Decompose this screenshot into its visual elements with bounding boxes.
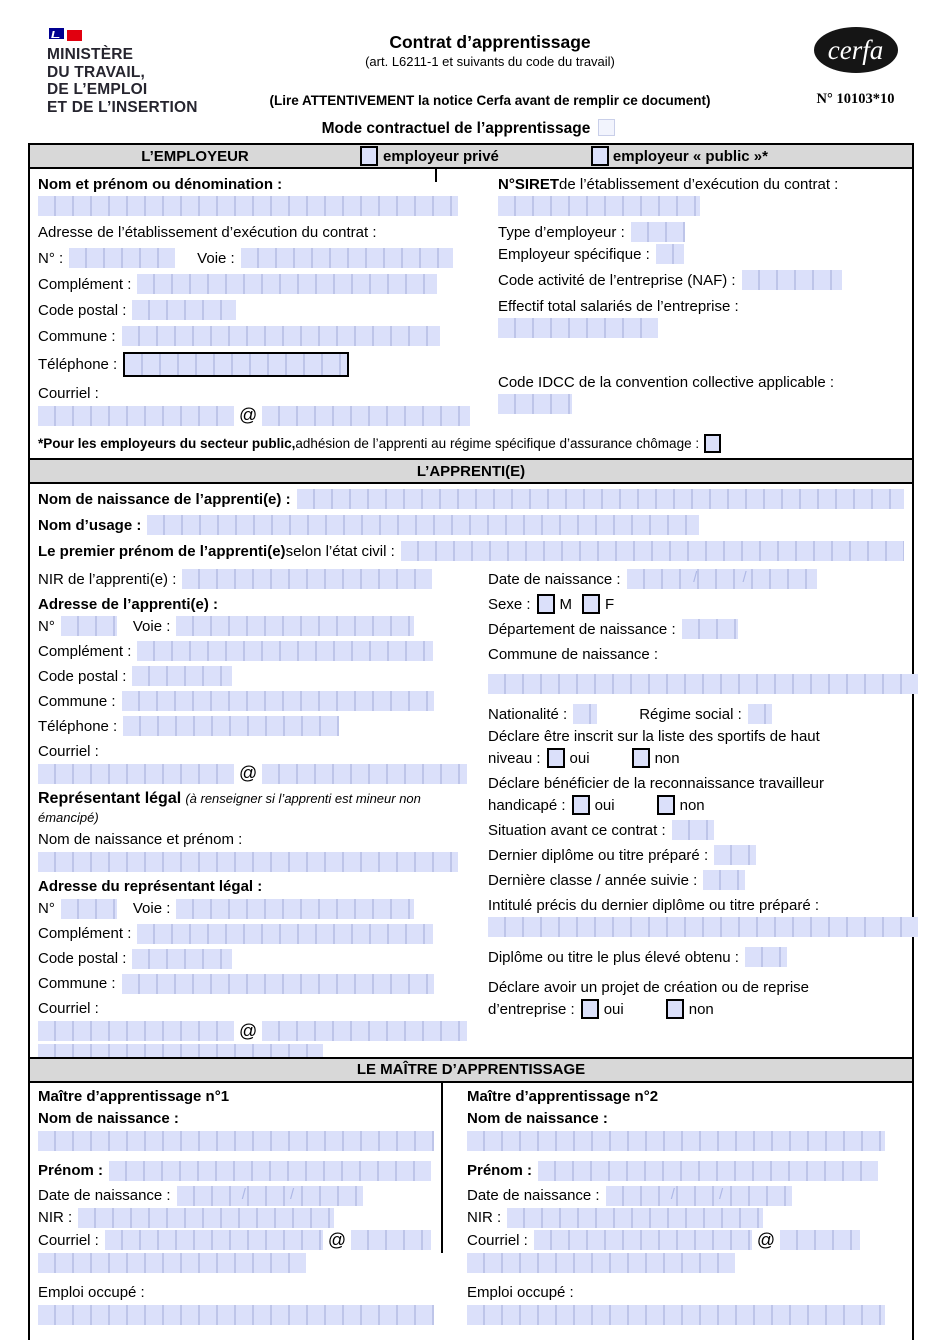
master2-email-local-field[interactable]	[534, 1230, 752, 1250]
master-section-header	[30, 1057, 912, 1083]
master1-nir-field[interactable]	[78, 1208, 334, 1228]
apprentice-email-label: Courriel :	[38, 742, 99, 760]
master2-first-name-label: Prénom :	[467, 1162, 533, 1180]
last-class-field[interactable]	[703, 870, 745, 890]
employer-section-title: L’EMPLOYEUR	[141, 147, 249, 165]
master2-email-label: Courriel :	[467, 1231, 528, 1249]
master2-nir-field[interactable]	[507, 1208, 763, 1228]
apprentice-nir-field[interactable]	[182, 569, 432, 589]
project-yes-label: oui	[603, 1000, 624, 1018]
rep-street-field[interactable]	[176, 899, 414, 919]
rep-complement-field[interactable]	[137, 924, 433, 944]
last-diploma-label: Dernier diplôme ou titre préparé :	[488, 846, 709, 864]
master2-dob-label: Date de naissance :	[467, 1187, 600, 1205]
nationality-label: Nationalité :	[488, 705, 568, 723]
employer-postal-field[interactable]	[132, 300, 236, 320]
legal-rep-label: Représentant légal	[38, 790, 182, 807]
master1-email-label: Courriel :	[38, 1231, 99, 1249]
form-number: N° 10103*10	[816, 91, 895, 107]
rep-commune-label: Commune :	[38, 975, 116, 993]
employer-siret-field[interactable]	[498, 196, 700, 216]
rep-commune-field[interactable]	[122, 974, 434, 994]
project-yes-checkbox[interactable]	[581, 999, 599, 1019]
employer-right-column	[476, 174, 904, 432]
master1-birth-name-field[interactable]	[38, 1131, 434, 1151]
notice-text: (Lire ATTENTIVEMENT la notice Cerfa avant de remplir ce document)	[269, 93, 711, 108]
athlete-no-checkbox[interactable]	[632, 748, 650, 768]
employer-name-field[interactable]	[38, 196, 458, 216]
disability-label-line2: handicapé :	[488, 796, 566, 814]
athlete-label-line2: niveau :	[488, 749, 541, 767]
employer-complement-label: Complément :	[38, 275, 132, 293]
project-label-line1: Déclare avoir un projet de création ou de reprise	[488, 978, 810, 996]
athlete-label-line1: Déclare être inscrit sur la liste des sportifs de haut	[488, 727, 820, 745]
sex-female-label: F	[605, 595, 615, 613]
master2-title: Maître d’apprentissage n°2	[467, 1088, 659, 1106]
apprentice-top-rows	[30, 484, 912, 561]
employer-address-label: Adresse de l’établissement d’exécution du contrat :	[38, 223, 377, 241]
employer-street-label: Voie :	[197, 249, 235, 267]
rep-email-continuation-field[interactable]	[38, 1044, 323, 1057]
disability-label-line1: Déclare bénéficier de la reconnaissance travailleur	[488, 774, 825, 792]
master2-job-label: Emploi occupé :	[467, 1284, 574, 1302]
apprentice-section-header	[30, 458, 912, 484]
rep-complement-label: Complément :	[38, 925, 132, 943]
rep-street-number-field[interactable]	[61, 899, 117, 919]
master2-first-name-field[interactable]	[538, 1161, 878, 1181]
apprentice-street-number-field[interactable]	[61, 616, 117, 636]
birth-commune-label: Commune de naissance :	[488, 645, 659, 663]
footnote-bold: *Pour les employeurs du secteur public,	[38, 436, 296, 451]
at-symbol: @	[239, 405, 258, 425]
master2-dob-field[interactable]	[606, 1186, 792, 1206]
at-symbol: @	[756, 1229, 776, 1250]
apprentice-birth-name-field[interactable]	[297, 489, 904, 509]
master1-dob-field[interactable]	[177, 1186, 363, 1206]
apprentice-columns	[30, 567, 912, 1057]
document-title-block	[225, 32, 755, 108]
apprentice-street-field[interactable]	[176, 616, 414, 636]
ministry-line: DU TRAVAIL,	[47, 63, 146, 81]
employer-naf-label: Code activité de l’entreprise (NAF) :	[498, 271, 736, 289]
employer-private-label: employeur privé	[383, 147, 499, 165]
apprentice-dob-label: Date de naissance :	[488, 570, 621, 588]
social-regime-label: Régime social :	[639, 705, 742, 723]
employer-commune-label: Commune :	[38, 327, 116, 345]
apprentice-right-column	[478, 569, 918, 1024]
apprentice-sex-label: Sexe :	[488, 595, 531, 613]
rep-postal-label: Code postal :	[38, 950, 127, 968]
employer-left-column	[38, 174, 476, 432]
employer-phone-field[interactable]	[123, 352, 349, 377]
apprentice-commune-field[interactable]	[122, 691, 434, 711]
employer-specific-field[interactable]	[656, 244, 684, 264]
apprentice-postal-field[interactable]	[132, 666, 232, 686]
apprentice-commune-label: Commune :	[38, 692, 116, 710]
employer-email-label: Courriel :	[38, 384, 99, 402]
master-section	[30, 1083, 912, 1330]
apprentice-first-name-label-bold: Le premier prénom de l’apprenti(e)	[38, 542, 286, 560]
project-label-line2: d’entreprise :	[488, 1000, 575, 1018]
cerfa-logo: cerfa	[814, 27, 898, 73]
master2-email-domain-field[interactable]	[780, 1230, 860, 1250]
diploma-title-label: Intitulé précis du dernier diplôme ou titre préparé :	[488, 896, 820, 914]
employer-type-label: Type d’employeur :	[498, 223, 625, 241]
apprentice-phone-field[interactable]	[123, 716, 339, 736]
apprentice-birth-name-label: Nom de naissance de l’apprenti(e) :	[38, 490, 291, 508]
rep-email-local-field[interactable]	[38, 1021, 234, 1041]
unemployment-insurance-checkbox[interactable]	[704, 434, 721, 453]
employer-idcc-field[interactable]	[498, 394, 572, 414]
employer-specific-label: Employeur spécifique :	[498, 245, 650, 263]
master1-nir-label: NIR :	[38, 1209, 73, 1227]
contract-mode-field[interactable]	[598, 119, 615, 136]
employer-naf-field[interactable]	[742, 270, 842, 290]
rep-email-label: Courriel :	[38, 1000, 99, 1018]
ministry-logo	[47, 28, 198, 116]
master1-email-continuation-field[interactable]	[38, 1253, 306, 1273]
legal-rep-note: (à renseigner si l’apprenti est mineur non émancipé)	[38, 791, 421, 825]
master1-job-field[interactable]	[38, 1305, 434, 1325]
master1-title: Maître d’apprentissage n°1	[38, 1088, 230, 1106]
apprentice-usage-name-label: Nom d’usage :	[38, 516, 142, 534]
apprentice-street-number-label: N°	[38, 617, 55, 635]
column-divider-tick	[435, 169, 437, 182]
master-section-title: LE MAÎTRE D’APPRENTISSAGE	[356, 1061, 586, 1079]
employer-idcc-label: Code IDCC de la convention collective applicable :	[498, 373, 835, 391]
master1-email-domain-field[interactable]	[351, 1230, 431, 1250]
employer-street-number-field[interactable]	[69, 248, 175, 268]
cerfa-block	[793, 27, 918, 108]
social-regime-field[interactable]	[748, 704, 772, 724]
apprentice-address-label: Adresse de l’apprenti(e) :	[38, 595, 219, 613]
employer-workforce-label: Effectif total salariés de l’entreprise :	[498, 297, 739, 315]
apprentice-section-title: L’APPRENTI(E)	[416, 462, 526, 480]
employer-workforce-field[interactable]	[498, 318, 658, 338]
public-sector-footnote	[30, 432, 912, 458]
apprentice-left-column	[38, 569, 478, 1057]
master1-dob-label: Date de naissance :	[38, 1187, 171, 1205]
employer-email-local-field[interactable]	[38, 406, 234, 426]
master2-job-field[interactable]	[467, 1305, 885, 1325]
apprentice-dob-field[interactable]	[627, 569, 817, 589]
employer-public-checkbox[interactable]	[591, 146, 609, 166]
employer-type-field[interactable]	[631, 222, 685, 242]
footnote-rest: adhésion de l’apprenti au régime spécifique d’assurance chômage :	[295, 436, 700, 451]
rep-postal-field[interactable]	[132, 949, 232, 969]
situation-field[interactable]	[672, 820, 714, 840]
master2-column	[441, 1087, 904, 1330]
employer-section	[30, 169, 912, 432]
ministry-name	[47, 46, 198, 116]
apprentice-postal-label: Code postal :	[38, 667, 127, 685]
apprentice-complement-label: Complément :	[38, 642, 132, 660]
disability-no-label: non	[679, 796, 705, 814]
diploma-title-field[interactable]	[488, 917, 918, 937]
apprentice-complement-field[interactable]	[137, 641, 433, 661]
contract-mode-label: Mode contractuel de l’apprentissage	[321, 120, 591, 137]
master2-nir-label: NIR :	[467, 1209, 502, 1227]
birth-dept-field[interactable]	[682, 619, 738, 639]
employer-street-number-label: N° :	[38, 249, 64, 267]
rep-street-number-label: N°	[38, 900, 55, 918]
master2-birth-name-field[interactable]	[467, 1131, 885, 1151]
page-title: Contrat d’apprentissage	[389, 32, 591, 52]
at-symbol: @	[239, 1020, 258, 1041]
employer-section-header	[30, 145, 912, 169]
ministry-line: DE L’EMPLOI	[47, 81, 148, 98]
athlete-yes-label: oui	[569, 749, 590, 767]
french-flag-icon	[49, 28, 198, 41]
apprentice-phone-label: Téléphone :	[38, 717, 118, 735]
employer-siret-label-bold: N°SIRET	[498, 175, 560, 193]
rep-street-label: Voie :	[132, 900, 171, 918]
page-subtitle: (art. L6211-1 et suivants du code du travail)	[365, 54, 615, 69]
employer-commune-field[interactable]	[122, 326, 440, 346]
highest-diploma-label: Diplôme ou titre le plus élevé obtenu :	[488, 948, 739, 966]
master1-first-name-field[interactable]	[109, 1161, 431, 1181]
apprentice-street-label: Voie :	[132, 617, 171, 635]
project-no-label: non	[688, 1000, 714, 1018]
disability-yes-label: oui	[594, 796, 615, 814]
apprentice-usage-name-field[interactable]	[147, 515, 699, 535]
apprentice-nir-label: NIR de l’apprenti(e) :	[38, 570, 177, 588]
contract-mode-line	[0, 119, 937, 138]
project-no-checkbox[interactable]	[666, 999, 684, 1019]
disability-yes-checkbox[interactable]	[572, 795, 590, 815]
employer-public-label: employeur « public »*	[612, 147, 768, 165]
employer-street-field[interactable]	[241, 248, 453, 268]
apprentice-email-domain-field[interactable]	[262, 764, 467, 784]
apprentice-first-name-field[interactable]	[401, 541, 904, 561]
rep-address-label: Adresse du représentant légal :	[38, 878, 263, 896]
ministry-line: ET DE L’INSERTION	[47, 98, 198, 116]
birth-commune-field[interactable]	[488, 674, 918, 694]
master2-birth-name-label: Nom de naissance :	[467, 1110, 608, 1128]
athlete-yes-checkbox[interactable]	[547, 748, 565, 768]
master1-column	[38, 1087, 441, 1330]
sex-male-checkbox[interactable]	[537, 594, 555, 614]
rep-email-domain-field[interactable]	[262, 1021, 467, 1041]
employer-complement-field[interactable]	[137, 274, 437, 294]
master1-email-local-field[interactable]	[105, 1230, 323, 1250]
sex-female-checkbox[interactable]	[582, 594, 600, 614]
employer-postal-label: Code postal :	[38, 301, 127, 319]
master1-birth-name-label: Nom de naissance :	[38, 1110, 179, 1128]
last-class-label: Dernière classe / année suivie :	[488, 871, 698, 889]
situation-label: Situation avant ce contrat :	[488, 821, 666, 839]
form-box	[28, 143, 914, 1340]
at-symbol: @	[327, 1229, 347, 1250]
ministry-line: MINISTÈRE	[47, 46, 134, 63]
last-diploma-field[interactable]	[714, 845, 756, 865]
employer-email-domain-field[interactable]	[262, 406, 470, 426]
birth-dept-label: Département de naissance :	[488, 620, 676, 638]
master1-first-name-label: Prénom :	[38, 1162, 104, 1180]
nationality-field[interactable]	[573, 704, 597, 724]
employer-name-label: Nom et prénom ou dénomination :	[38, 175, 283, 193]
sex-male-label: M	[559, 595, 573, 613]
legal-rep-heading	[38, 789, 478, 828]
rep-name-field[interactable]	[38, 852, 458, 872]
master-columns-divider	[441, 1081, 443, 1253]
employer-siret-label-rest: de l’établissement d’exécution du contrat :	[559, 175, 839, 193]
apprentice-first-name-label-rest: selon l’état civil :	[285, 542, 395, 560]
highest-diploma-field[interactable]	[745, 947, 787, 967]
athlete-no-label: non	[654, 749, 680, 767]
disability-no-checkbox[interactable]	[657, 795, 675, 815]
employer-phone-label: Téléphone :	[38, 356, 118, 373]
apprentice-email-local-field[interactable]	[38, 764, 234, 784]
employer-private-checkbox[interactable]	[360, 146, 378, 166]
at-symbol: @	[239, 763, 258, 783]
rep-name-label: Nom de naissance et prénom :	[38, 831, 243, 849]
master1-job-label: Emploi occupé :	[38, 1284, 145, 1302]
master2-email-continuation-field[interactable]	[467, 1253, 735, 1273]
